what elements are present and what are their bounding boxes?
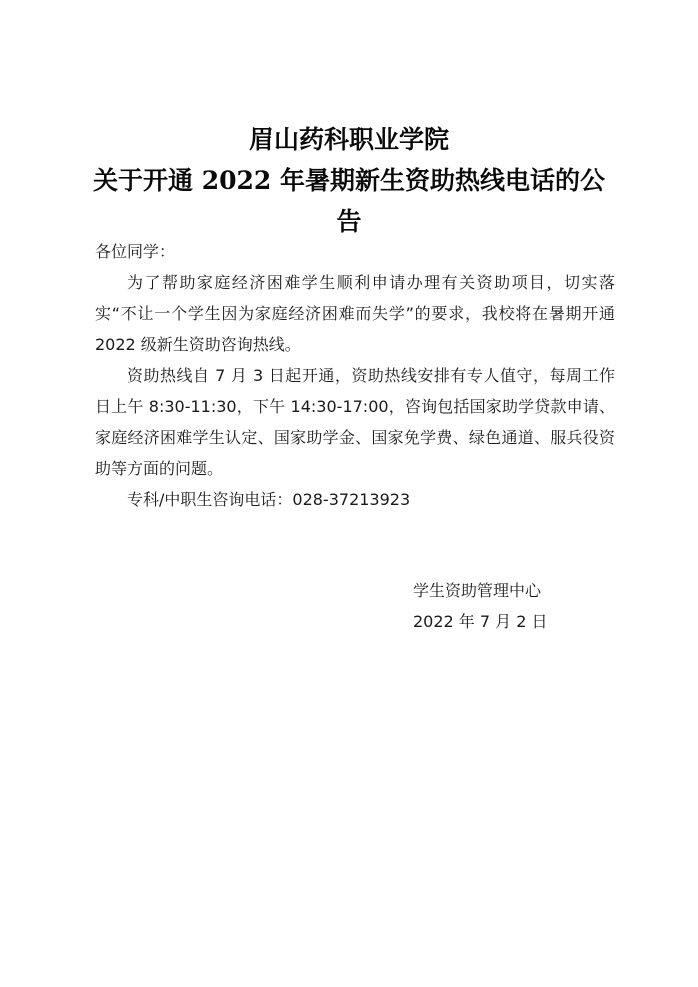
paragraph-contact-phone: 专科/中职生咨询电话：028-37213923	[127, 490, 411, 509]
signature-date: 2022 年 7 月 2 日	[413, 612, 548, 631]
paragraph-hotline-schedule: 资助热线自 7 月 3 日起开通，资助热线安排有专人值守，每周工作日上午 8:30-11:30，下午 14:30-17:00，咨询包括国家助学贷款申请、家庭经济困难学生认定、国家助学金、国家免学费、绿色通道、服兵役资助等方面的问题。	[95, 366, 615, 478]
signature-organization: 学生资助管理中心	[413, 581, 542, 600]
greeting: 各位同学：	[95, 242, 176, 261]
document-title-line3: 告	[336, 207, 362, 236]
document-title-line2: 关于开通 2022 年暑期新生资助热线电话的公	[93, 166, 605, 195]
paragraph-purpose: 为了帮助家庭经济困难学生顺利申请办理有关资助项目，切实落实“不让一个学生因为家庭经济困难而失学”的要求，我校将在暑期开通 2022 级新生资助咨询热线。	[95, 273, 615, 354]
document-title-line1: 眉山药科职业学院	[248, 125, 449, 154]
